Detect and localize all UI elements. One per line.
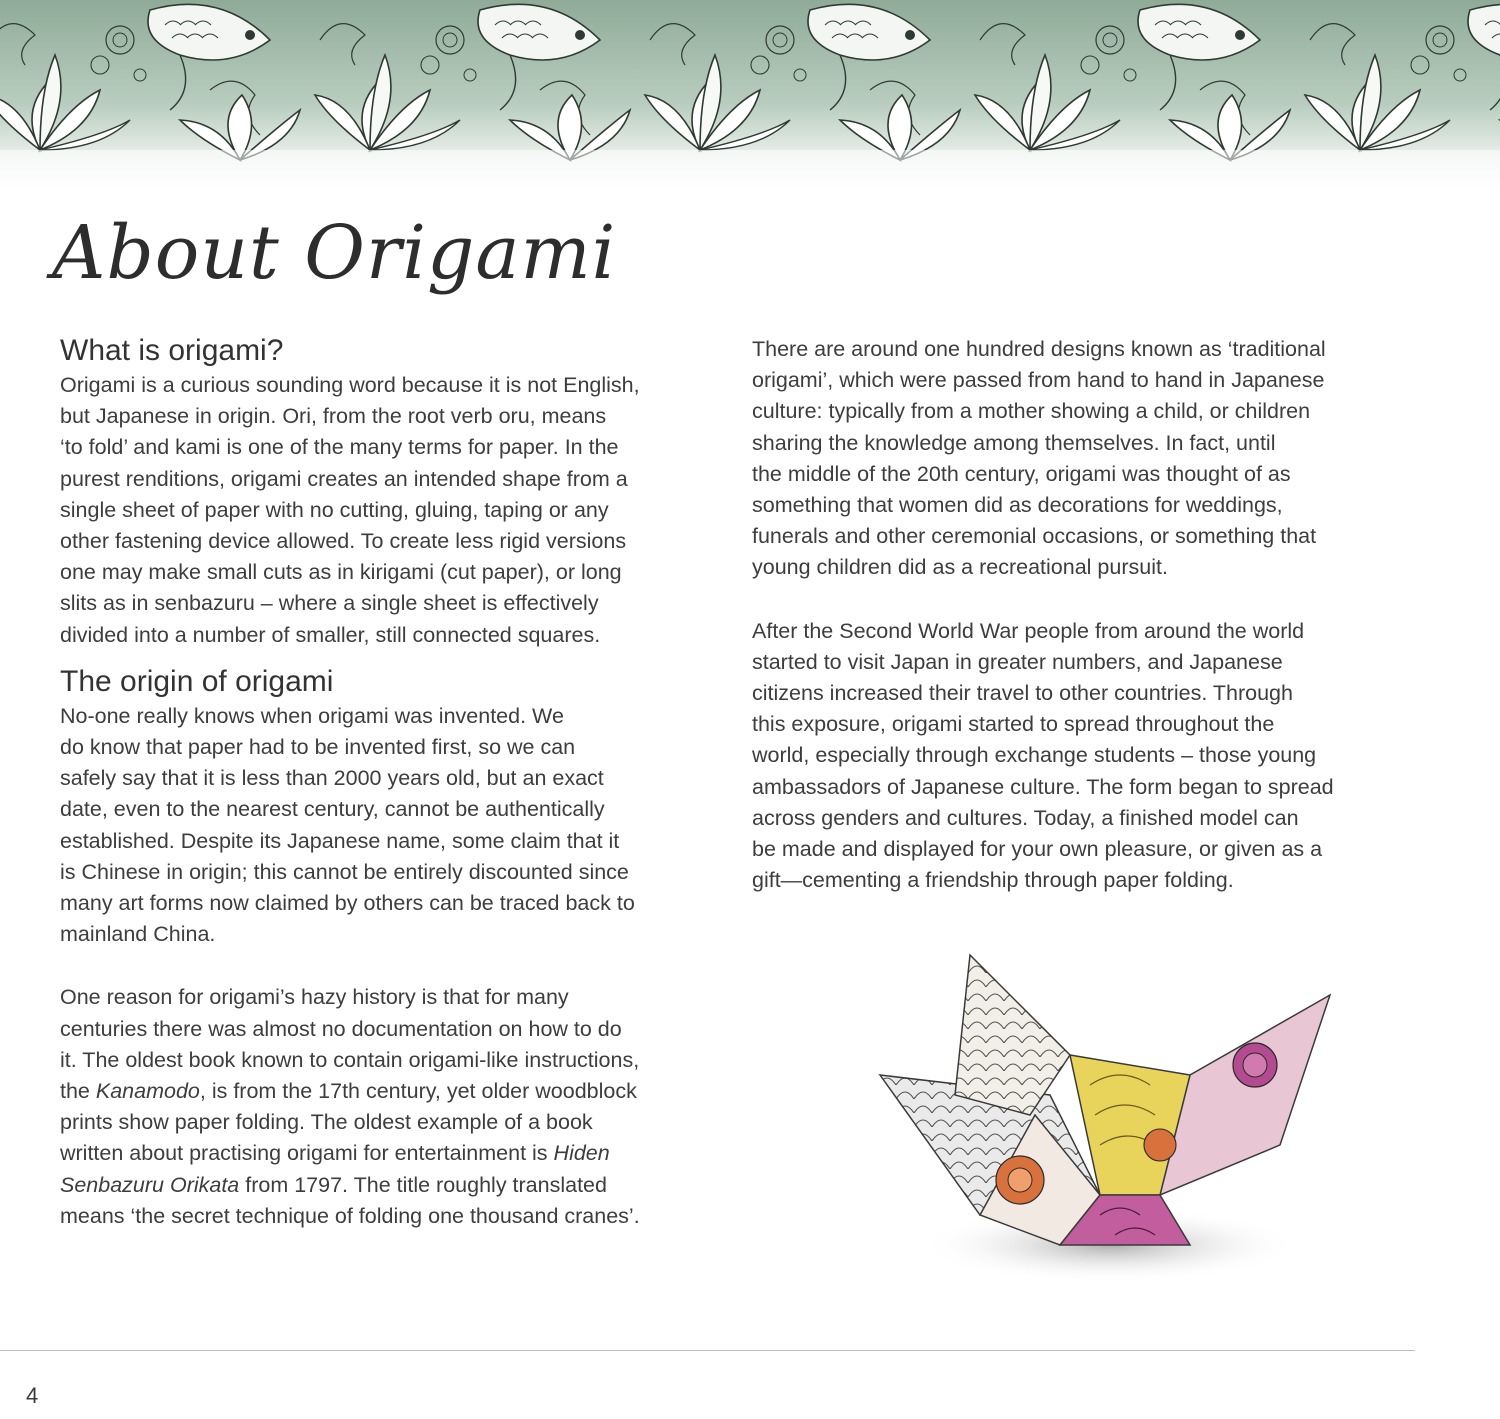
text-fragment: from 1797. The title roughly translated [239,1172,607,1197]
text-line: origami’, which were passed from hand to hand in Japanese [752,368,1325,393]
text-line: single sheet of paper with no cutting, gluing, taping or any [60,497,609,522]
text-line: funerals and other ceremonial occasions, or something that [752,524,1317,549]
text-line: No-one really knows when origami was invented. We [60,703,564,728]
text-line: other fastening device allowed. To create less rigid versions [60,529,627,554]
decorative-floral-header [0,0,1500,190]
text-line: the middle of the 20th century, origami was thought of as [752,461,1291,486]
text-line [60,1138,725,1169]
text-line: Origami is a curious sounding word because it is not English, [60,373,640,397]
text-line: do know that paper had to be invented first, so we can [60,735,576,760]
text-line: something that women did as decorations for weddings, [752,493,1283,518]
text-line: divided into a number of smaller, still connected squares. [60,622,601,647]
text-line: mainland China. [60,922,216,947]
text-line: be made and displayed for your own pleasure, or given as a [752,837,1323,862]
text-line: it. The oldest book known to contain origami-like instructions, [60,1047,640,1072]
book-title-kanamodo: Kanamodo [95,1079,200,1104]
paragraph-what-is [60,370,725,651]
text-line: gift—cementing a friendship through paper folding. [752,868,1234,893]
text-line: ambassadors of Japanese culture. The form began to spread [752,774,1334,799]
text-line [60,1170,725,1201]
right-column [752,334,1417,896]
text-line: means ‘the secret technique of folding one thousand cranes’. [60,1203,640,1228]
text-line: culture: typically from a mother showing a child, or children [752,399,1311,424]
text-line: safely say that it is less than 2000 years old, but an exact [60,766,604,791]
paragraph-postwar [752,616,1417,897]
text-line [60,1076,725,1107]
footer-rule [0,1350,1415,1351]
left-column [60,332,725,1232]
text-line: but Japanese in origin. Ori, from the root verb oru, means [60,404,607,429]
paragraph-traditional [752,334,1417,584]
text-line: citizens increased their travel to other countries. Through [752,681,1293,706]
text-line: One reason for origami’s hazy history is that for many [60,985,569,1010]
book-title-hiden: Hiden [553,1141,610,1166]
page-number: 4 [26,1383,39,1408]
paragraph-history [60,982,725,1232]
text-fragment: written about practising origami for entertainment is [60,1141,554,1166]
text-line: world, especially through exchange students – those young [752,743,1317,768]
text-line: slits as in senbazuru – where a single sheet is effectively [60,591,599,616]
text-line: many art forms now claimed by others can be traced back to [60,891,635,916]
text-line: sharing the knowledge among themselves. In fact, until [752,430,1276,455]
book-title-senbazuru-orikata: Senbazuru Orikata [60,1172,240,1197]
text-line: started to visit Japan in greater numbers, and Japanese [752,649,1283,674]
text-fragment: the [60,1079,96,1104]
text-line: young children did as a recreational pursuit. [752,555,1168,580]
text-line: across genders and cultures. Today, a finished model can [752,805,1299,830]
text-line: this exposure, origami started to spread throughout the [752,712,1275,737]
text-line: is Chinese in origin; this cannot be entirely discounted since [60,859,629,884]
text-line: There are around one hundred designs known as ‘traditional [752,337,1326,361]
text-line: prints show paper folding. The oldest example of a book [60,1110,593,1135]
text-line: After the Second World War people from around the world [752,618,1305,643]
section-heading-origin: The origin of origami [60,664,334,698]
origami-boat-image [860,945,1340,1290]
text-line: centuries there was almost no documentation on how to do [60,1016,622,1041]
text-line: purest renditions, origami creates an intended shape from a [60,466,628,491]
section-heading-what-is: What is origami? [60,334,284,367]
text-line: ‘to fold’ and kami is one of the many terms for paper. In the [60,435,619,460]
page-title: About Origami [52,210,617,296]
text-line: date, even to the nearest century, cannot be authentically [60,797,605,822]
paragraph-origin [60,701,725,951]
text-line: established. Despite its Japanese name, some claim that it [60,828,620,853]
text-fragment: , is from the 17th century, yet older woodblock [199,1079,637,1104]
text-line: one may make small cuts as in kirigami (cut paper), or long [60,560,622,585]
